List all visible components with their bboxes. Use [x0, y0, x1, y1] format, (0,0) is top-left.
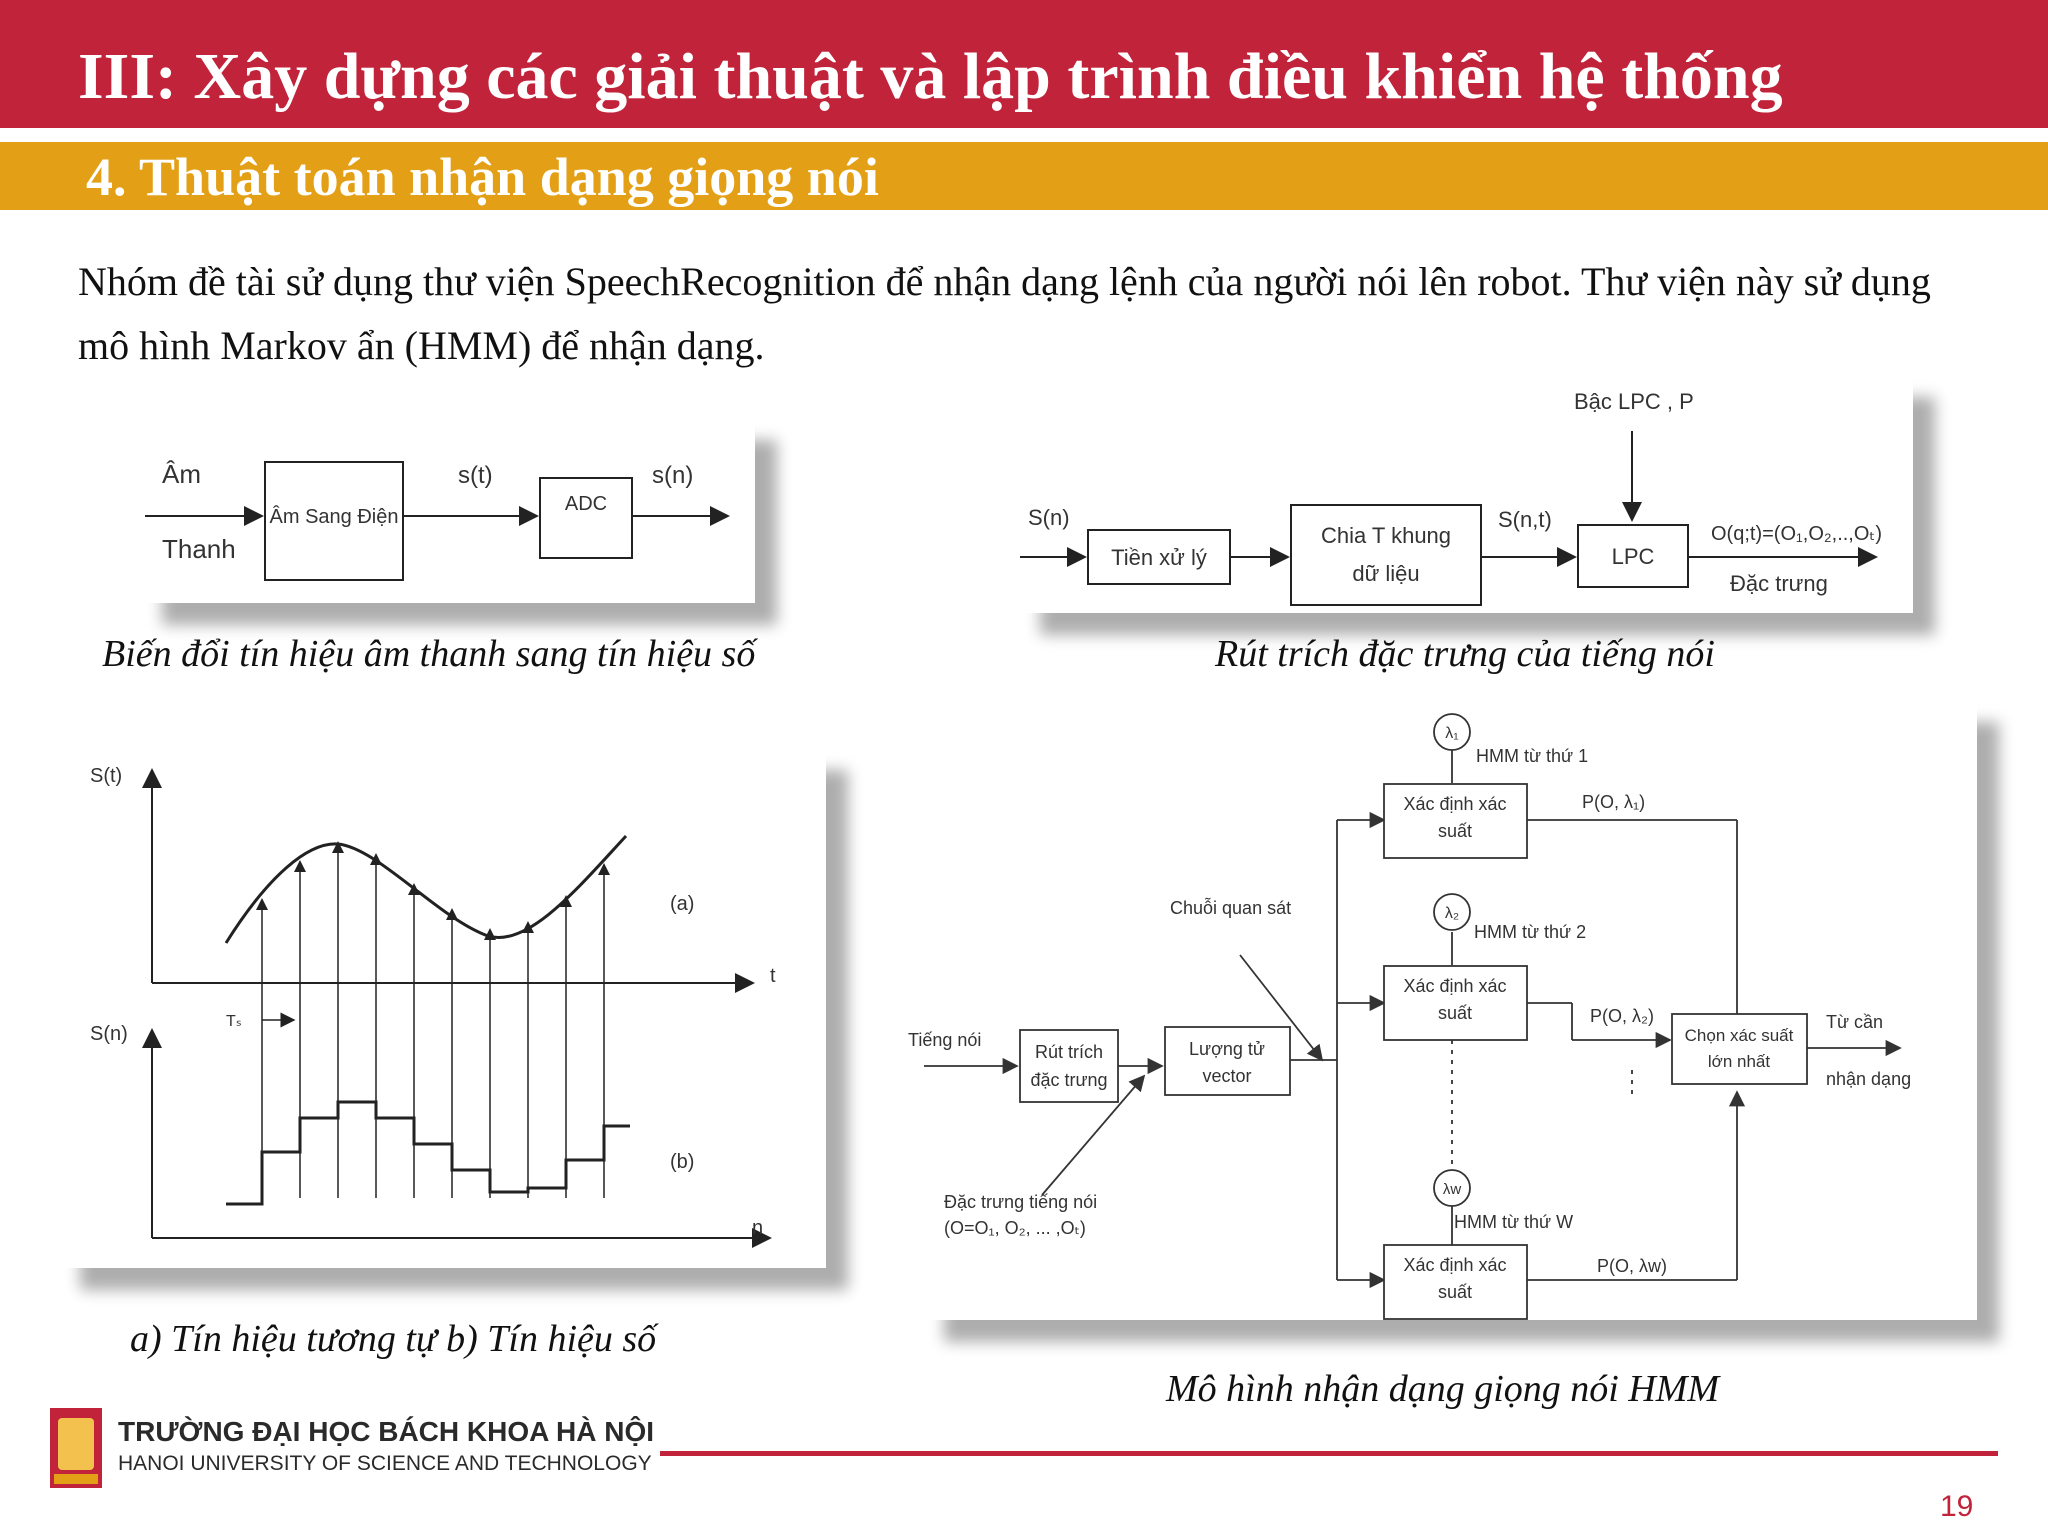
feature-block2-line2: dữ liệu — [1352, 561, 1420, 586]
feature-block1-label: Tiền xử lý — [1111, 545, 1207, 570]
hmm-prob2-line1: Xác định xác — [1403, 976, 1507, 996]
adc-input-line2: Thanh — [162, 534, 236, 564]
hmm-p1-label: P(O, λ₁) — [1582, 792, 1646, 812]
feature-caption: Rút trích đặc trưng của tiếng nói — [1215, 633, 1715, 675]
adc-block-adc — [540, 478, 632, 558]
hmm-output-line2: nhận dạng — [1826, 1069, 1912, 1089]
hmm-output-line1: Từ cần — [1826, 1012, 1884, 1032]
adc-caption: Biến đổi tín hiệu âm thanh sang tín hiệu số — [102, 633, 756, 675]
adc-block2-label: ADC — [564, 493, 608, 515]
adc-signal1-label: s(t) — [458, 462, 493, 489]
feature-output-formula: O(q;t)=(O₁,O₂,..,Oₜ) — [1711, 523, 1882, 545]
hmm-probw-line1: Xác định xác — [1403, 1255, 1507, 1275]
page-number: 19 — [1940, 1490, 1974, 1523]
hmm-extract-block — [1020, 1030, 1118, 1102]
slide-subtitle: 4. Thuật toán nhận dạng giọng nói — [86, 147, 879, 207]
lambda-w-label: λw — [1442, 1181, 1462, 1198]
feature-block3-label: LPC — [1611, 544, 1655, 569]
hmm-word2-label: HMM từ thứ 2 — [1474, 922, 1587, 942]
feature-lpc-order: Bậc LPC , P — [1574, 389, 1694, 414]
hmm-vq-line1: Lượng tử — [1189, 1039, 1265, 1059]
footer-divider — [660, 1451, 1998, 1456]
hmm-feat-line2: (O=O₁, O₂, ... ,Oₜ) — [944, 1218, 1086, 1238]
slide-title: III: Xây dựng các giải thuật và lập trình điều khiển hệ thống — [78, 40, 1783, 113]
feature-block2-line1: Chia T khung — [1320, 523, 1452, 548]
signal-y-bottom-label: S(n) — [90, 1023, 128, 1045]
university-name-en: HANOI UNIVERSITY OF SCIENCE AND TECHNOLOGY — [118, 1452, 652, 1475]
signal-label-b: (b) — [670, 1151, 695, 1173]
hmm-prob1-line1: Xác định xác — [1403, 794, 1507, 814]
hmm-caption: Mô hình nhận dạng giọng nói HMM — [1166, 1368, 1720, 1410]
digital-staircase — [226, 1102, 630, 1204]
hmm-pw-label: P(O, λw) — [1597, 1256, 1667, 1276]
hmm-input-label: Tiếng nói — [908, 1030, 982, 1050]
feature-output-label: Đặc trưng — [1730, 571, 1828, 596]
signal-caption: a) Tín hiệu tương tự b) Tín hiệu số — [130, 1318, 657, 1360]
signal-x-bottom-label: n — [752, 1217, 764, 1239]
lambda-2-label: λ₂ — [1444, 905, 1460, 922]
hmm-probw-line2: suất — [1437, 1282, 1473, 1302]
signal-period-label: Tₛ — [226, 1013, 242, 1030]
hmm-select-block — [1672, 1014, 1807, 1084]
adc-block1-label: Âm Sang Điện — [269, 506, 399, 528]
feature-input-label: S(n) — [1028, 505, 1070, 530]
hmm-p2-label: P(O, λ₂) — [1590, 1006, 1654, 1026]
hmm-prob2-line2: suất — [1437, 1003, 1473, 1023]
sample-arrows — [256, 841, 610, 940]
signal-label-a: (a) — [670, 893, 695, 915]
hmm-select-line2: lớn nhất — [1707, 1052, 1771, 1071]
hmm-diagram — [908, 700, 1977, 1320]
feature-mid-signal: S(n,t) — [1498, 507, 1552, 532]
university-name-vn: TRƯỜNG ĐẠI HỌC BÁCH KHOA HÀ NỘI — [118, 1416, 655, 1447]
signal-plot — [58, 748, 826, 1268]
hmm-extract-line1: Rút trích — [1034, 1042, 1104, 1062]
adc-input-line1: Âm — [162, 459, 201, 489]
feature-block-framing — [1291, 505, 1481, 605]
hmm-obs-label: Chuỗi quan sát — [1170, 898, 1292, 918]
hmm-wordw-label: HMM từ thứ W — [1454, 1212, 1574, 1232]
university-logo — [50, 1408, 102, 1488]
hmm-feat-line1: Đặc trưng tiếng nói — [944, 1192, 1098, 1212]
hmm-prob1-line2: suất — [1437, 821, 1473, 841]
adc-diagram — [140, 418, 755, 603]
hmm-select-line1: Chọn xác suất — [1684, 1026, 1794, 1045]
lambda-1-label: λ₁ — [1445, 725, 1459, 742]
hmm-vq-line2: vector — [1202, 1066, 1252, 1086]
intro-paragraph: Nhóm đề tài sử dụng thư viện SpeechRecognition để nhận dạng lệnh của người nói lên robot. Thư viện này sử dụng mô hình Markov ẩn (HMM) để nhận dạng. — [78, 259, 1931, 368]
feature-diagram — [1018, 375, 1913, 613]
adc-signal2-label: s(n) — [652, 462, 694, 489]
signal-y-top-label: S(t) — [90, 765, 123, 787]
hmm-extract-line2: đặc trưng — [1030, 1070, 1108, 1090]
signal-x-top-label: t — [770, 965, 776, 987]
hmm-word1-label: HMM từ thứ 1 — [1476, 746, 1589, 766]
